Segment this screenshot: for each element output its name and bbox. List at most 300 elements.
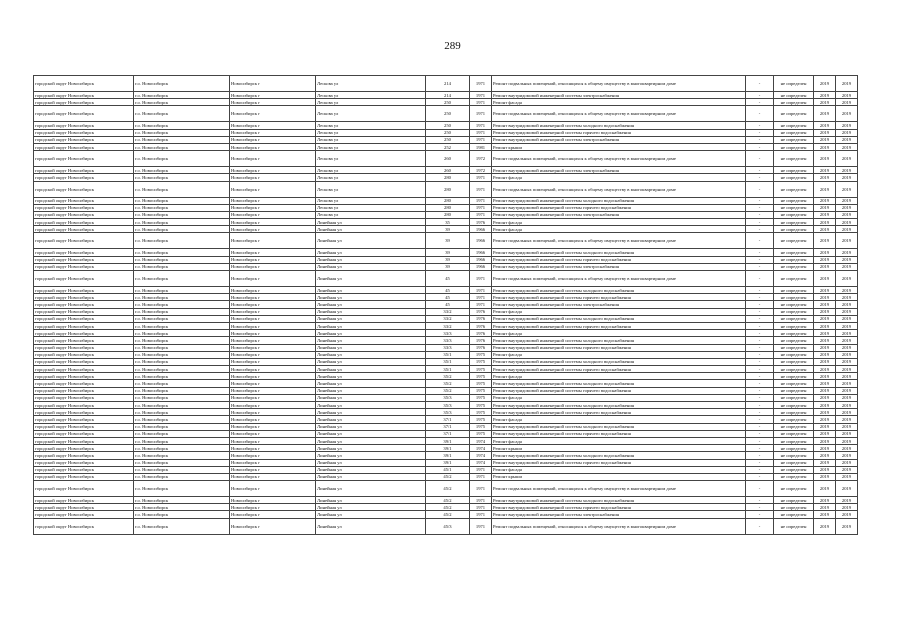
city-cell: Новосибирск г xyxy=(230,143,316,150)
city-cell: Новосибирск г xyxy=(230,504,316,511)
municipality-cell: г.о. Новосибирск xyxy=(134,409,230,416)
year-cell: 1971 xyxy=(470,466,492,473)
city-cell: Новосибирск г xyxy=(230,416,316,423)
municipality-cell: г.о. Новосибирск xyxy=(134,394,230,401)
table-row xyxy=(34,344,858,351)
table-row xyxy=(34,226,858,233)
status-cell: не определен xyxy=(774,466,814,473)
cost-cell: - xyxy=(746,129,774,136)
plan-year-start-cell: 2019 xyxy=(814,233,836,249)
work-type-cell: Ремонт внутридомовой инженерной системы электроснабжения xyxy=(492,167,746,174)
district-cell: городской округ Новосибирск xyxy=(34,181,134,197)
municipality-cell: г.о. Новосибирск xyxy=(134,151,230,167)
house-cell: 39/1 xyxy=(426,452,470,459)
house-cell: 35/3 xyxy=(426,402,470,409)
table-row xyxy=(34,256,858,263)
status-cell: не определен xyxy=(774,315,814,322)
house-cell: 45 xyxy=(426,287,470,294)
house-cell: 45/2 xyxy=(426,511,470,518)
plan-year-start-cell: 2019 xyxy=(814,511,836,518)
work-type-cell: Ремонт внутридомовой инженерной системы холодного водоснабжения xyxy=(492,358,746,365)
year-cell: 1976 xyxy=(470,219,492,226)
status-cell: не определен xyxy=(774,380,814,387)
plan-year-end-cell: 2019 xyxy=(836,402,858,409)
district-cell: городской округ Новосибирск xyxy=(34,358,134,365)
status-cell: не определен xyxy=(774,481,814,497)
plan-year-start-cell: 2019 xyxy=(814,167,836,174)
street-cell: Линейная ул xyxy=(316,459,426,466)
district-cell: городской округ Новосибирск xyxy=(34,466,134,473)
cost-cell: - xyxy=(746,287,774,294)
cost-cell: - xyxy=(746,344,774,351)
house-cell: 45/1 xyxy=(426,466,470,473)
plan-year-start-cell: 2019 xyxy=(814,504,836,511)
city-cell: Новосибирск г xyxy=(230,497,316,504)
plan-year-start-cell: 2019 xyxy=(814,92,836,99)
municipality-cell: г.о. Новосибирск xyxy=(134,181,230,197)
cost-cell: - xyxy=(746,249,774,256)
work-type-cell: Ремонт внутридомовой инженерной системы электроснабжения xyxy=(492,211,746,218)
plan-year-start-cell: 2019 xyxy=(814,143,836,150)
plan-year-end-cell: 2019 xyxy=(836,287,858,294)
year-cell: 1971 xyxy=(470,497,492,504)
municipality-cell: г.о. Новосибирск xyxy=(134,99,230,106)
plan-year-end-cell: 2019 xyxy=(836,473,858,480)
table-row xyxy=(34,233,858,249)
plan-year-start-cell: 2019 xyxy=(814,481,836,497)
year-cell: 1975 xyxy=(470,387,492,394)
cost-cell: - xyxy=(746,504,774,511)
year-cell: 1975 xyxy=(470,409,492,416)
status-cell: не определен xyxy=(774,136,814,143)
plan-year-end-cell: 2019 xyxy=(836,416,858,423)
plan-year-end-cell: 2019 xyxy=(836,256,858,263)
district-cell: городской округ Новосибирск xyxy=(34,204,134,211)
plan-year-start-cell: 2019 xyxy=(814,518,836,534)
cost-cell: - xyxy=(746,233,774,249)
plan-year-end-cell: 2019 xyxy=(836,122,858,129)
plan-year-end-cell: 2019 xyxy=(836,92,858,99)
work-type-cell: Ремонт внутридомовой инженерной системы горячего водоснабжения xyxy=(492,294,746,301)
year-cell: 1974 xyxy=(470,452,492,459)
table-row xyxy=(34,76,858,92)
status-cell: не определен xyxy=(774,416,814,423)
cost-cell: - xyxy=(746,151,774,167)
plan-year-start-cell: 2019 xyxy=(814,344,836,351)
district-cell: городской округ Новосибирск xyxy=(34,394,134,401)
street-cell: Линейная ул xyxy=(316,387,426,394)
city-cell: Новосибирск г xyxy=(230,256,316,263)
municipality-cell: г.о. Новосибирск xyxy=(134,473,230,480)
cost-cell: - xyxy=(746,358,774,365)
municipality-cell: г.о. Новосибирск xyxy=(134,256,230,263)
street-cell: Линейная ул xyxy=(316,249,426,256)
city-cell: Новосибирск г xyxy=(230,473,316,480)
table-row xyxy=(34,219,858,226)
house-cell: 35/3 xyxy=(426,394,470,401)
cost-cell: - xyxy=(746,315,774,322)
plan-year-end-cell: 2019 xyxy=(836,167,858,174)
cost-cell: - xyxy=(746,337,774,344)
year-cell: 1971 xyxy=(470,181,492,197)
plan-year-end-cell: 2019 xyxy=(836,518,858,534)
work-type-cell: Ремонт внутридомовой инженерной системы холодного водоснабжения xyxy=(492,249,746,256)
plan-year-start-cell: 2019 xyxy=(814,380,836,387)
district-cell: городской округ Новосибирск xyxy=(34,337,134,344)
municipality-cell: г.о. Новосибирск xyxy=(134,402,230,409)
plan-year-start-cell: 2019 xyxy=(814,181,836,197)
plan-year-start-cell: 2019 xyxy=(814,249,836,256)
plan-year-start-cell: 2019 xyxy=(814,256,836,263)
street-cell: Линейная ул xyxy=(316,511,426,518)
table-row xyxy=(34,136,858,143)
plan-year-end-cell: 2019 xyxy=(836,249,858,256)
plan-year-start-cell: 2019 xyxy=(814,402,836,409)
street-cell: Линейная ул xyxy=(316,504,426,511)
house-cell: 35/1 xyxy=(426,366,470,373)
plan-year-start-cell: 2019 xyxy=(814,351,836,358)
table-row xyxy=(34,287,858,294)
table-row xyxy=(34,511,858,518)
status-cell: не определен xyxy=(774,219,814,226)
plan-year-start-cell: 2019 xyxy=(814,204,836,211)
municipality-cell: г.о. Новосибирск xyxy=(134,322,230,329)
district-cell: городской округ Новосибирск xyxy=(34,106,134,122)
cost-cell: - xyxy=(746,430,774,437)
cost-cell: - xyxy=(746,322,774,329)
street-cell: Линейная ул xyxy=(316,452,426,459)
table-row xyxy=(34,402,858,409)
plan-year-end-cell: 2019 xyxy=(836,263,858,270)
table-row xyxy=(34,106,858,122)
plan-year-start-cell: 2019 xyxy=(814,129,836,136)
district-cell: городской округ Новосибирск xyxy=(34,380,134,387)
cost-cell: - xyxy=(746,219,774,226)
house-cell: 280 xyxy=(426,174,470,181)
plan-year-start-cell: 2019 xyxy=(814,430,836,437)
city-cell: Новосибирск г xyxy=(230,337,316,344)
street-cell: Линейная ул xyxy=(316,344,426,351)
work-type-cell: Ремонт внутридомовой инженерной системы горячего водоснабжения xyxy=(492,459,746,466)
status-cell: не определен xyxy=(774,394,814,401)
plan-year-end-cell: 2019 xyxy=(836,211,858,218)
status-cell: не определен xyxy=(774,423,814,430)
cost-cell: - xyxy=(746,122,774,129)
district-cell: городской округ Новосибирск xyxy=(34,197,134,204)
district-cell: городской округ Новосибирск xyxy=(34,366,134,373)
district-cell: городской округ Новосибирск xyxy=(34,511,134,518)
house-cell: 33/3 xyxy=(426,344,470,351)
table-row xyxy=(34,330,858,337)
district-cell: городской округ Новосибирск xyxy=(34,136,134,143)
municipality-cell: г.о. Новосибирск xyxy=(134,430,230,437)
status-cell: не определен xyxy=(774,129,814,136)
status-cell: не определен xyxy=(774,122,814,129)
district-cell: городской округ Новосибирск xyxy=(34,287,134,294)
table-row xyxy=(34,92,858,99)
house-cell: 45/2 xyxy=(426,481,470,497)
work-type-cell: Ремонт подвальных помещений, относящихся к общему имуществу в многоквартирном доме xyxy=(492,76,746,92)
city-cell: Новосибирск г xyxy=(230,330,316,337)
city-cell: Новосибирск г xyxy=(230,430,316,437)
year-cell: 1971 xyxy=(470,301,492,308)
city-cell: Новосибирск г xyxy=(230,423,316,430)
house-cell: 280 xyxy=(426,181,470,197)
year-cell: 1975 xyxy=(470,351,492,358)
city-cell: Новосибирск г xyxy=(230,301,316,308)
street-cell: Лескова ул xyxy=(316,197,426,204)
work-type-cell: Ремонт внутридомовой инженерной системы холодного водоснабжения xyxy=(492,122,746,129)
work-type-cell: Ремонт внутридомовой инженерной системы горячего водоснабжения xyxy=(492,204,746,211)
cost-cell: - xyxy=(746,263,774,270)
house-cell: 45 xyxy=(426,271,470,287)
street-cell: Линейная ул xyxy=(316,315,426,322)
plan-year-start-cell: 2019 xyxy=(814,226,836,233)
house-cell: 250 xyxy=(426,129,470,136)
plan-year-end-cell: 2019 xyxy=(836,409,858,416)
table-row xyxy=(34,473,858,480)
cost-cell: - xyxy=(746,351,774,358)
year-cell: 1971 xyxy=(470,136,492,143)
year-cell: 1976 xyxy=(470,344,492,351)
status-cell: не определен xyxy=(774,143,814,150)
district-cell: городской округ Новосибирск xyxy=(34,122,134,129)
cost-cell: - xyxy=(746,76,774,92)
year-cell: 1975 xyxy=(470,380,492,387)
municipality-cell: г.о. Новосибирск xyxy=(134,219,230,226)
city-cell: Новосибирск г xyxy=(230,271,316,287)
plan-year-end-cell: 2019 xyxy=(836,136,858,143)
table-row xyxy=(34,466,858,473)
work-type-cell: Ремонт подвальных помещений, относящихся к общему имуществу в многоквартирном доме xyxy=(492,271,746,287)
district-cell: городской округ Новосибирск xyxy=(34,129,134,136)
city-cell: Новосибирск г xyxy=(230,263,316,270)
municipality-cell: г.о. Новосибирск xyxy=(134,76,230,92)
municipality-cell: г.о. Новосибирск xyxy=(134,197,230,204)
street-cell: Линейная ул xyxy=(316,409,426,416)
year-cell: 1971 xyxy=(470,271,492,287)
municipality-cell: г.о. Новосибирск xyxy=(134,518,230,534)
municipality-cell: г.о. Новосибирск xyxy=(134,294,230,301)
plan-year-end-cell: 2019 xyxy=(836,373,858,380)
work-type-cell: Ремонт внутридомовой инженерной системы холодного водоснабжения xyxy=(492,402,746,409)
plan-year-start-cell: 2019 xyxy=(814,294,836,301)
plan-year-end-cell: 2019 xyxy=(836,337,858,344)
street-cell: Линейная ул xyxy=(316,416,426,423)
work-type-cell: Ремонт подвальных помещений, относящихся к общему имуществу в многоквартирном доме xyxy=(492,106,746,122)
work-type-cell: Ремонт фасада xyxy=(492,99,746,106)
work-type-cell: Ремонт фасада xyxy=(492,373,746,380)
city-cell: Новосибирск г xyxy=(230,211,316,218)
status-cell: не определен xyxy=(774,430,814,437)
street-cell: Линейная ул xyxy=(316,351,426,358)
year-cell: 1976 xyxy=(470,330,492,337)
table-row xyxy=(34,308,858,315)
street-cell: Линейная ул xyxy=(316,226,426,233)
district-cell: городской округ Новосибирск xyxy=(34,219,134,226)
district-cell: городской округ Новосибирск xyxy=(34,308,134,315)
city-cell: Новосибирск г xyxy=(230,351,316,358)
plan-year-start-cell: 2019 xyxy=(814,106,836,122)
plan-year-end-cell: 2019 xyxy=(836,459,858,466)
status-cell: не определен xyxy=(774,181,814,197)
work-type-cell: Ремонт внутридомовой инженерной системы горячего водоснабжения xyxy=(492,387,746,394)
district-cell: городской округ Новосибирск xyxy=(34,473,134,480)
status-cell: не определен xyxy=(774,233,814,249)
municipality-cell: г.о. Новосибирск xyxy=(134,136,230,143)
plan-year-start-cell: 2019 xyxy=(814,174,836,181)
cost-cell: - xyxy=(746,394,774,401)
status-cell: не определен xyxy=(774,511,814,518)
street-cell: Линейная ул xyxy=(316,402,426,409)
work-type-cell: Ремонт крыши xyxy=(492,473,746,480)
table-row xyxy=(34,518,858,534)
city-cell: Новосибирск г xyxy=(230,387,316,394)
work-type-cell: Ремонт фасада xyxy=(492,226,746,233)
year-cell: 1971 xyxy=(470,473,492,480)
work-type-cell: Ремонт внутридомовой инженерной системы электроснабжения xyxy=(492,301,746,308)
status-cell: не определен xyxy=(774,409,814,416)
city-cell: Новосибирск г xyxy=(230,204,316,211)
status-cell: не определен xyxy=(774,518,814,534)
house-cell: 33/3 xyxy=(426,337,470,344)
house-cell: 252 xyxy=(426,143,470,150)
plan-year-end-cell: 2019 xyxy=(836,481,858,497)
house-cell: 280 xyxy=(426,211,470,218)
city-cell: Новосибирск г xyxy=(230,366,316,373)
house-cell: 250 xyxy=(426,136,470,143)
cost-cell: - xyxy=(746,143,774,150)
status-cell: не определен xyxy=(774,92,814,99)
municipality-cell: г.о. Новосибирск xyxy=(134,287,230,294)
district-cell: городской округ Новосибирск xyxy=(34,452,134,459)
plan-year-end-cell: 2019 xyxy=(836,504,858,511)
table-row xyxy=(34,394,858,401)
status-cell: не определен xyxy=(774,351,814,358)
table-row xyxy=(34,197,858,204)
municipality-cell: г.о. Новосибирск xyxy=(134,373,230,380)
district-cell: городской округ Новосибирск xyxy=(34,174,134,181)
work-type-cell: Ремонт внутридомовой инженерной системы электроснабжения xyxy=(492,92,746,99)
district-cell: городской округ Новосибирск xyxy=(34,99,134,106)
house-cell: 250 xyxy=(426,99,470,106)
year-cell: 1975 xyxy=(470,423,492,430)
house-cell: 35/1 xyxy=(426,351,470,358)
table-row xyxy=(34,143,858,150)
work-type-cell: Ремонт внутридомовой инженерной системы горячего водоснабжения xyxy=(492,256,746,263)
house-cell: 39/1 xyxy=(426,445,470,452)
street-cell: Линейная ул xyxy=(316,373,426,380)
cost-cell: - xyxy=(746,271,774,287)
year-cell: 1971 xyxy=(470,204,492,211)
street-cell: Лескова ул xyxy=(316,143,426,150)
district-cell: городской округ Новосибирск xyxy=(34,373,134,380)
city-cell: Новосибирск г xyxy=(230,233,316,249)
table-row xyxy=(34,99,858,106)
municipality-cell: г.о. Новосибирск xyxy=(134,106,230,122)
table-row xyxy=(34,167,858,174)
cost-cell: - xyxy=(746,459,774,466)
status-cell: не определен xyxy=(774,99,814,106)
cost-cell: - xyxy=(746,211,774,218)
house-cell: 39 xyxy=(426,249,470,256)
plan-year-end-cell: 2019 xyxy=(836,151,858,167)
municipality-cell: г.о. Новосибирск xyxy=(134,511,230,518)
municipality-cell: г.о. Новосибирск xyxy=(134,366,230,373)
house-cell: 37/1 xyxy=(426,416,470,423)
year-cell: 1976 xyxy=(470,315,492,322)
table-row xyxy=(34,174,858,181)
year-cell: 1966 xyxy=(470,263,492,270)
table-row xyxy=(34,358,858,365)
municipality-cell: г.о. Новосибирск xyxy=(134,344,230,351)
work-type-cell: Ремонт фасада xyxy=(492,219,746,226)
plan-year-end-cell: 2019 xyxy=(836,308,858,315)
municipality-cell: г.о. Новосибирск xyxy=(134,481,230,497)
table-row xyxy=(34,497,858,504)
district-cell: городской округ Новосибирск xyxy=(34,249,134,256)
municipality-cell: г.о. Новосибирск xyxy=(134,233,230,249)
table-row xyxy=(34,271,858,287)
plan-year-start-cell: 2019 xyxy=(814,99,836,106)
house-cell: 214 xyxy=(426,76,470,92)
plan-year-end-cell: 2019 xyxy=(836,351,858,358)
year-cell: 1971 xyxy=(470,129,492,136)
city-cell: Новосибирск г xyxy=(230,452,316,459)
municipality-cell: г.о. Новосибирск xyxy=(134,167,230,174)
street-cell: Лескова ул xyxy=(316,211,426,218)
house-cell: 45/2 xyxy=(426,473,470,480)
year-cell: 1971 xyxy=(470,197,492,204)
year-cell: 1971 xyxy=(470,504,492,511)
work-type-cell: Ремонт внутридомовой инженерной системы горячего водоснабжения xyxy=(492,504,746,511)
street-cell: Лескова ул xyxy=(316,122,426,129)
work-type-cell: Ремонт внутридомовой инженерной системы электроснабжения xyxy=(492,263,746,270)
street-cell: Линейная ул xyxy=(316,473,426,480)
table-row xyxy=(34,151,858,167)
table-row xyxy=(34,459,858,466)
city-cell: Новосибирск г xyxy=(230,380,316,387)
year-cell: 1971 xyxy=(470,511,492,518)
status-cell: не определен xyxy=(774,445,814,452)
city-cell: Новосибирск г xyxy=(230,459,316,466)
year-cell: 1976 xyxy=(470,308,492,315)
plan-year-start-cell: 2019 xyxy=(814,287,836,294)
city-cell: Новосибирск г xyxy=(230,226,316,233)
plan-year-end-cell: 2019 xyxy=(836,99,858,106)
plan-year-end-cell: 2019 xyxy=(836,497,858,504)
plan-year-start-cell: 2019 xyxy=(814,136,836,143)
cost-cell: - xyxy=(746,174,774,181)
cost-cell: - xyxy=(746,452,774,459)
district-cell: городской округ Новосибирск xyxy=(34,143,134,150)
street-cell: Линейная ул xyxy=(316,423,426,430)
house-cell: 39 xyxy=(426,226,470,233)
work-type-cell: Ремонт фасада xyxy=(492,330,746,337)
year-cell: 1971 xyxy=(470,76,492,92)
work-type-cell: Ремонт фасада xyxy=(492,416,746,423)
plan-year-end-cell: 2019 xyxy=(836,423,858,430)
cost-cell: - xyxy=(746,409,774,416)
street-cell: Линейная ул xyxy=(316,263,426,270)
status-cell: не определен xyxy=(774,330,814,337)
municipality-cell: г.о. Новосибирск xyxy=(134,211,230,218)
cost-cell: - xyxy=(746,197,774,204)
house-cell: 33/2 xyxy=(426,322,470,329)
status-cell: не определен xyxy=(774,452,814,459)
municipality-cell: г.о. Новосибирск xyxy=(134,263,230,270)
plan-year-start-cell: 2019 xyxy=(814,337,836,344)
